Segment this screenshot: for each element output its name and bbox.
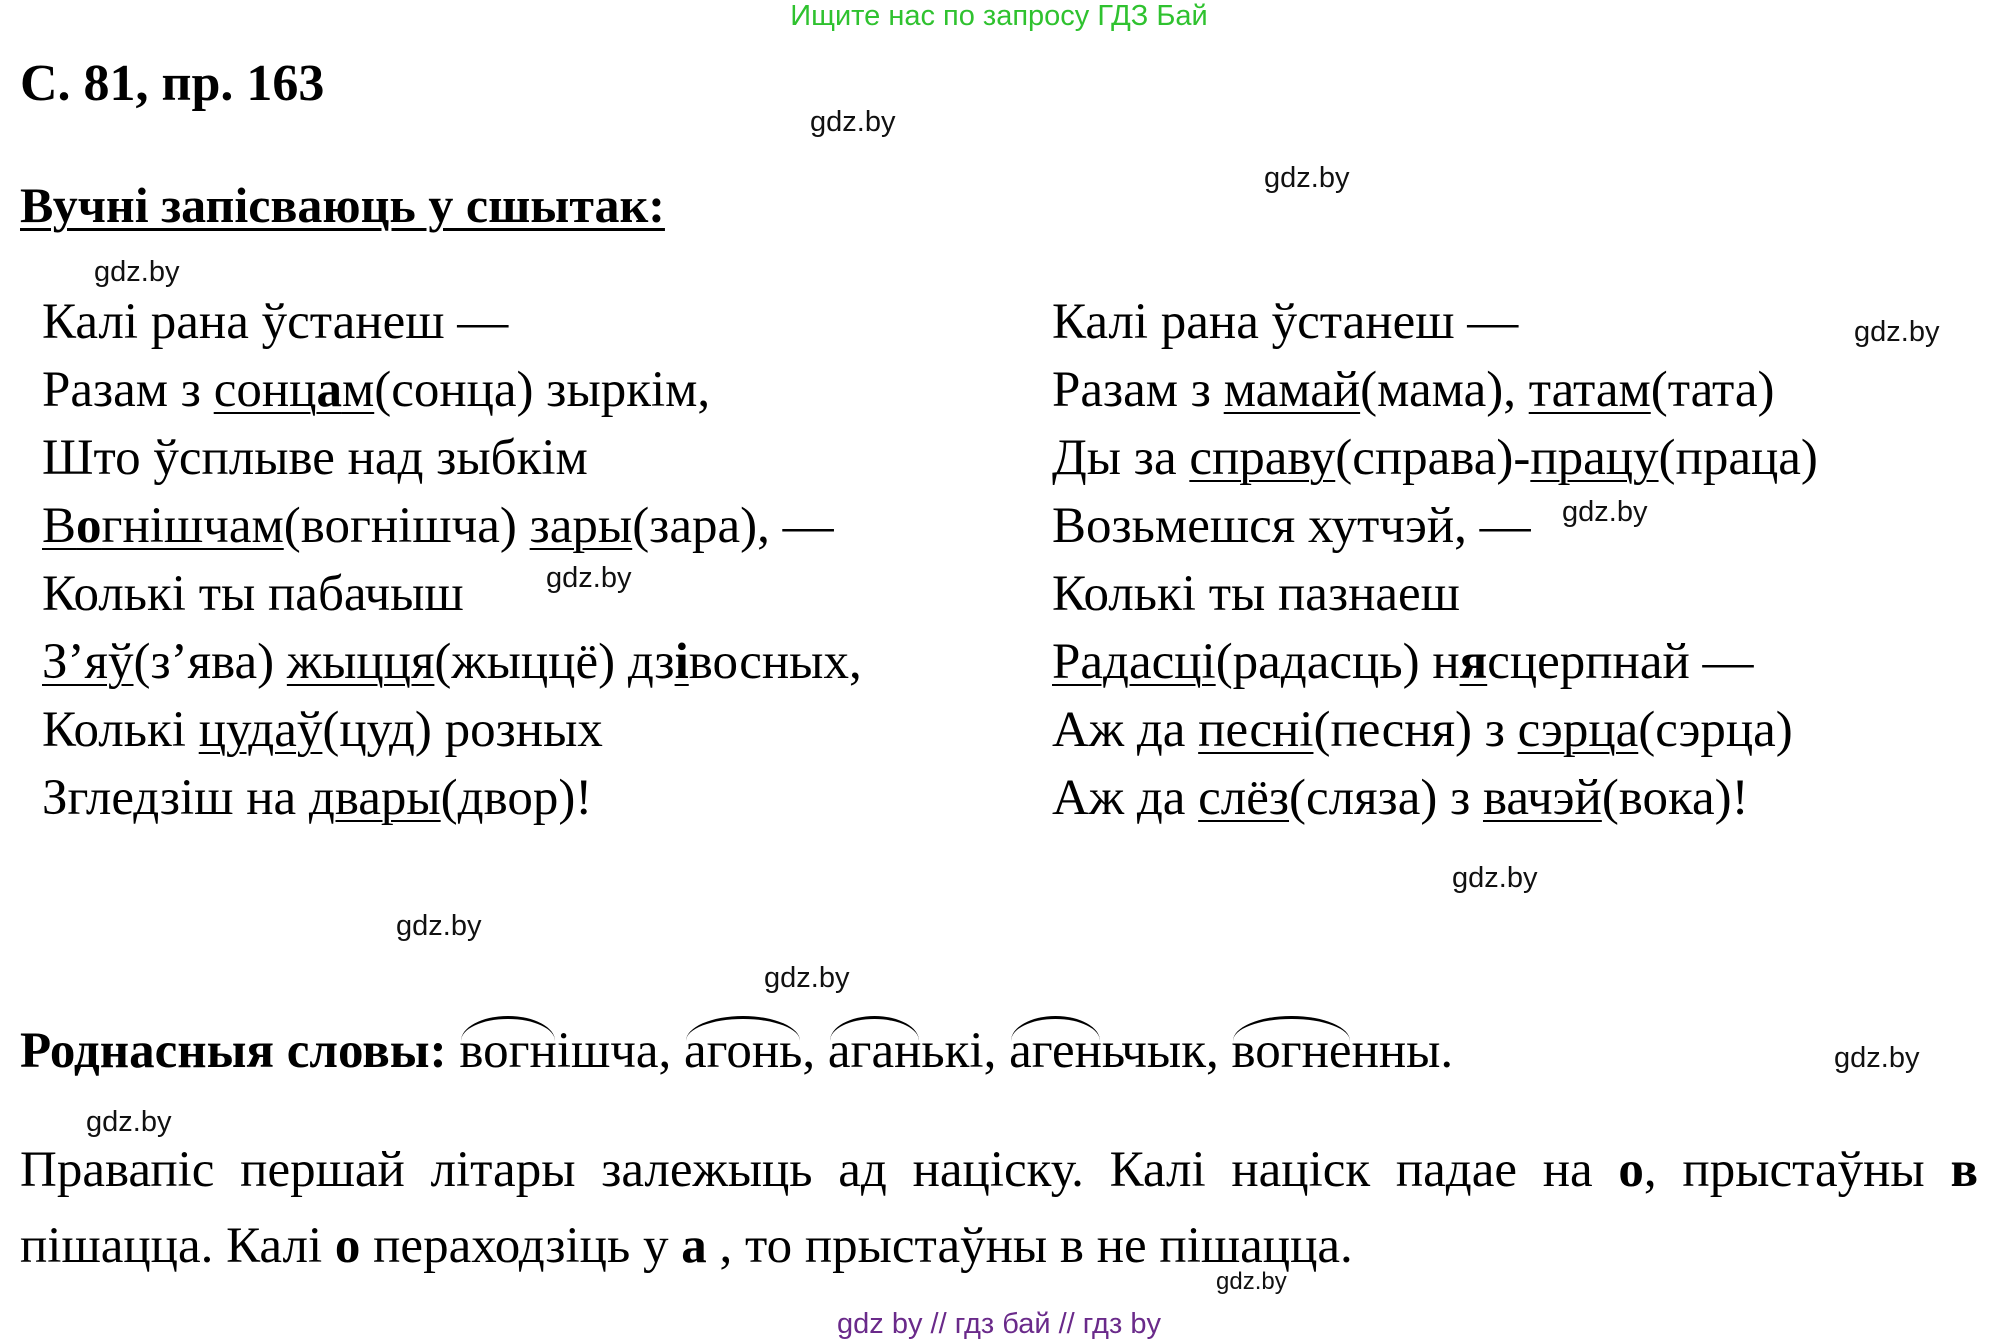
text: (сонца) зыркім, [374, 362, 711, 418]
underlined-word: зары [529, 498, 633, 554]
underlined-word: двары [308, 770, 441, 826]
text: сцерпнай — [1487, 634, 1754, 690]
underlined-word: В [42, 498, 77, 554]
text: Правапіс першай літары залежыць ад націску. Калі націск падае на [20, 1142, 1619, 1198]
word-root: вогне [1231, 1023, 1352, 1079]
text: Колькі ты пазнаеш [1052, 566, 1460, 622]
kindred-words [20, 1022, 1453, 1080]
bold-letter: о [334, 1218, 361, 1274]
watermark: gdz.by [86, 1106, 172, 1138]
top-banner: Ищите нас по запросу ГДЗ Бай [790, 0, 1208, 32]
stressed-letter: і [674, 634, 689, 690]
word-rest: нны. [1351, 1023, 1454, 1079]
underlined-word: вачэй [1482, 770, 1602, 826]
underlined-word: сэрца [1517, 702, 1639, 758]
text: Колькі [42, 702, 199, 758]
text: Аж да [1052, 770, 1199, 826]
poem-line [1052, 764, 1818, 832]
poem-right [1052, 288, 1818, 832]
rule-paragraph [20, 1132, 1978, 1284]
poem-line [42, 356, 862, 424]
stressed-letter: а [316, 362, 342, 418]
word-rest: ішча, [556, 1023, 672, 1079]
text: (мама), [1360, 362, 1529, 418]
word-root: аген [1009, 1023, 1102, 1079]
text: (вока)! [1601, 770, 1749, 826]
text: (песня) з [1313, 702, 1518, 758]
text: (двор)! [440, 770, 593, 826]
underlined-word: мамай [1223, 362, 1361, 418]
underlined-word: жыцця [286, 634, 435, 690]
poem-line [1052, 560, 1818, 628]
text: Калі рана ўстанеш — [1052, 294, 1519, 350]
watermark: gdz.by [1452, 862, 1538, 894]
watermark: gdz.by [546, 562, 632, 594]
text: (радасць) н [1215, 634, 1460, 690]
word-root: вогн [459, 1023, 557, 1079]
poem-line [42, 560, 862, 628]
text: Разам з [1052, 362, 1224, 418]
text: Што ўсплыве над зыбкім [42, 430, 588, 486]
poem-line [42, 288, 862, 356]
kindred-label: Роднасныя словы: [20, 1023, 447, 1079]
text: Колькі ты пабачыш [42, 566, 464, 622]
poem-line [42, 492, 862, 560]
text: (сляза) з [1289, 770, 1483, 826]
word-rest: ькі, [921, 1023, 997, 1079]
text: , прыстаўны [1643, 1142, 1951, 1198]
text: Калі рана ўстанеш — [42, 294, 509, 350]
underlined-word: Радасці [1052, 634, 1216, 690]
underlined-word: песні [1198, 702, 1314, 758]
watermark: gdz.by [1264, 162, 1350, 194]
watermark: gdz.by [1834, 1042, 1920, 1074]
text: (вогнішча) [283, 498, 530, 554]
text: Возьмешся хутчэй, — [1052, 498, 1531, 554]
watermark: gdz.by [94, 256, 180, 288]
underlined-word: м [341, 362, 375, 418]
word-rest: ьчык, [1101, 1023, 1219, 1079]
bold-letter: а [681, 1218, 707, 1274]
text: (цуд) розных [322, 702, 603, 758]
bold-letter: в [1950, 1142, 1978, 1198]
text: Згледзіш на [42, 770, 309, 826]
text: , то прыстаўны в не пішацца. [706, 1218, 1353, 1274]
underlined-word: татам [1528, 362, 1651, 418]
poem-line [1052, 356, 1818, 424]
watermark: gdz.by [1216, 1268, 1287, 1295]
stressed-letter: я [1459, 634, 1488, 690]
poem-line [1052, 424, 1818, 492]
underlined-word: сонц [213, 362, 317, 418]
poem-line [1052, 628, 1818, 696]
text: пераходзіць у [360, 1218, 682, 1274]
word-root: агонь [684, 1023, 803, 1079]
section-heading: Вучні запісваюць у сшытак: [20, 177, 665, 233]
footer-links: gdz by // гдз бай // гдз by [837, 1308, 1161, 1340]
text: восных, [688, 634, 862, 690]
page-title: С. 81, пр. 163 [20, 55, 325, 112]
underlined-word: слёз [1198, 770, 1290, 826]
poem-line [1052, 696, 1818, 764]
text: (тата) [1650, 362, 1775, 418]
text: (сэрца) [1638, 702, 1793, 758]
watermark: gdz.by [810, 106, 896, 138]
text: (справа)- [1335, 430, 1531, 486]
word-root: аган [827, 1023, 922, 1079]
text: Разам з [42, 362, 214, 418]
underlined-word: працу [1530, 430, 1659, 486]
poem-line [1052, 492, 1818, 560]
watermark: gdz.by [764, 962, 850, 994]
text: (з’ява) [133, 634, 287, 690]
stressed-letter: о [76, 498, 102, 554]
underlined-word: З’яў [42, 634, 134, 690]
text: (праца) [1658, 430, 1818, 486]
poem-line [1052, 288, 1818, 356]
watermark: gdz.by [1562, 496, 1648, 528]
bold-letter: о [1618, 1142, 1644, 1198]
word-rest: , [802, 1023, 816, 1079]
poem-line [42, 764, 862, 832]
poem-line [42, 424, 862, 492]
watermark: gdz.by [396, 910, 482, 942]
text: пішацца. Калі [20, 1218, 335, 1274]
text: Ды за [1052, 430, 1190, 486]
poem-left [42, 288, 862, 832]
text: Аж да [1052, 702, 1199, 758]
underlined-word: справу [1189, 430, 1336, 486]
poem-line [42, 696, 862, 764]
poem-line [42, 628, 862, 696]
underlined-word: гнішчам [101, 498, 284, 554]
watermark: gdz.by [1854, 316, 1940, 348]
text: (зара), — [632, 498, 834, 554]
underlined-word: цудаў [198, 702, 323, 758]
text: (жыццё) дз [434, 634, 675, 690]
